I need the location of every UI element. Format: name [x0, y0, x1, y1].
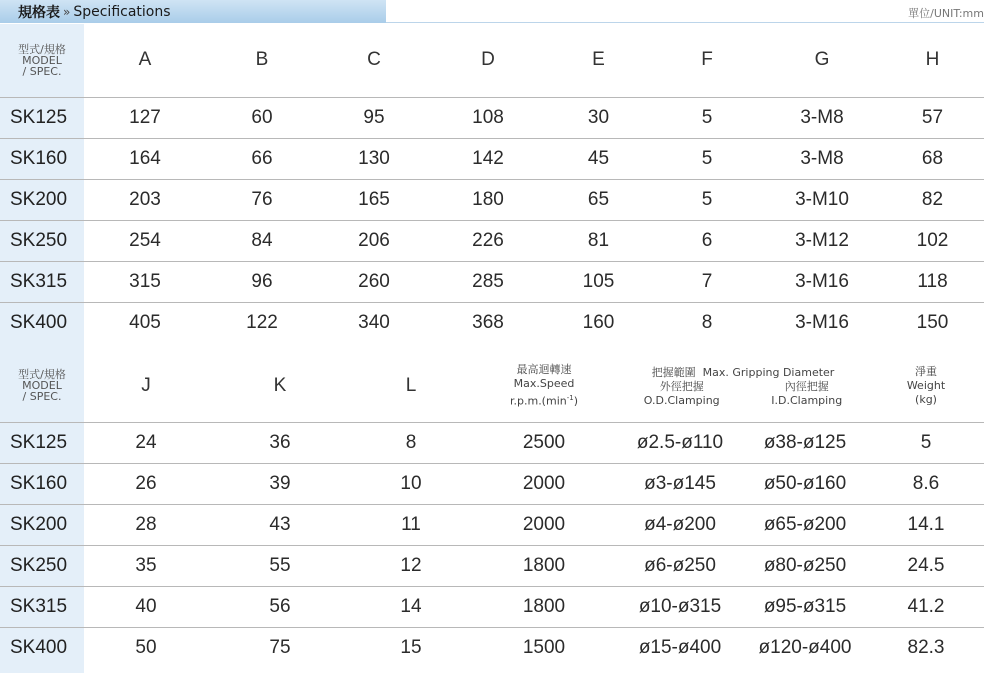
- title-en: Specifications: [73, 3, 171, 20]
- model-cell: SK250: [0, 220, 84, 261]
- value-cell: 5: [868, 422, 984, 463]
- unit-label: 單位/UNIT:mm: [908, 7, 984, 20]
- value-cell: 1800: [470, 586, 618, 627]
- column-header-d: D: [481, 49, 495, 71]
- value-cell: 3-M8: [763, 97, 881, 138]
- value-cell: 10: [352, 463, 470, 504]
- table-row: [0, 422, 984, 463]
- value-cell: 2000: [470, 504, 618, 545]
- table1-header-row: [0, 24, 984, 97]
- title-separator: »: [63, 4, 71, 19]
- column-header-k: K: [273, 374, 287, 396]
- model-header-en1: MODEL: [22, 53, 62, 67]
- title-tab: [0, 0, 386, 23]
- value-cell: 3-M16: [763, 261, 881, 302]
- spec-table-2: [0, 350, 984, 668]
- value-cell: 30: [546, 97, 651, 138]
- speed-header-zh: 最高迴轉速: [516, 362, 572, 376]
- id-clamping-header: 內徑把握 I.D.Clamping: [771, 379, 843, 407]
- weight-header-zh: 淨重: [915, 364, 937, 378]
- value-cell: 8.6: [868, 463, 984, 504]
- value-cell: 24.5: [868, 545, 984, 586]
- value-cell: 96: [206, 261, 318, 302]
- value-cell: 203: [84, 179, 206, 220]
- value-cell: 108: [430, 97, 546, 138]
- value-cell: 105: [546, 261, 651, 302]
- value-cell: 66: [206, 138, 318, 179]
- model-cell: SK200: [0, 179, 84, 220]
- value-cell: 127: [84, 97, 206, 138]
- column-header-c: C: [367, 49, 381, 71]
- value-cell: 75: [208, 627, 352, 668]
- model-cell: SK315: [0, 261, 84, 302]
- table1-body: [0, 97, 984, 343]
- value-cell: ø38-ø125: [742, 422, 868, 463]
- value-cell: 150: [881, 302, 984, 343]
- value-cell: ø65-ø200: [742, 504, 868, 545]
- table-row: [0, 586, 984, 627]
- model-header-cell: [0, 24, 84, 97]
- value-cell: 82: [881, 179, 984, 220]
- value-cell: 41.2: [868, 586, 984, 627]
- header-divider: [386, 22, 984, 23]
- value-cell: 36: [208, 422, 352, 463]
- value-cell: 254: [84, 220, 206, 261]
- value-cell: 56: [208, 586, 352, 627]
- value-cell: 2500: [470, 422, 618, 463]
- table2-body: [0, 422, 984, 668]
- column-header-f: F: [701, 49, 713, 71]
- column-header-weight: [868, 350, 984, 422]
- value-cell: 55: [208, 545, 352, 586]
- table-row: [0, 463, 984, 504]
- value-cell: ø95-ø315: [742, 586, 868, 627]
- value-cell: 39: [208, 463, 352, 504]
- value-cell: 50: [84, 627, 208, 668]
- value-cell: 3-M10: [763, 179, 881, 220]
- column-header-a: A: [138, 49, 152, 71]
- value-cell: 68: [881, 138, 984, 179]
- value-cell: 180: [430, 179, 546, 220]
- value-cell: 122: [206, 302, 318, 343]
- od-clamping-header: 外徑把握 O.D.Clamping: [643, 379, 720, 407]
- spec-table-1: [0, 24, 984, 343]
- value-cell: 24: [84, 422, 208, 463]
- table-row: [0, 627, 984, 668]
- value-cell: ø2.5-ø110: [618, 422, 742, 463]
- value-cell: 142: [430, 138, 546, 179]
- value-cell: 1500: [470, 627, 618, 668]
- value-cell: 26: [84, 463, 208, 504]
- column-header-e: E: [592, 49, 605, 71]
- value-cell: 3-M8: [763, 138, 881, 179]
- gripping-header-title: 把握範圍 Max. Gripping Diameter: [651, 365, 835, 379]
- column-header-l: L: [405, 374, 417, 396]
- speed-header-en: Max.Speed: [513, 376, 575, 390]
- value-cell: ø10-ø315: [618, 586, 742, 627]
- value-cell: 8: [352, 422, 470, 463]
- value-cell: ø6-ø250: [618, 545, 742, 586]
- model-header-en1: MODEL: [22, 379, 62, 393]
- model-header-en2: / SPEC.: [22, 64, 62, 78]
- title-zh: 規格表: [18, 4, 60, 21]
- model-cell: SK200: [0, 504, 84, 545]
- weight-header-unit: (kg): [915, 392, 937, 406]
- model-cell: SK125: [0, 422, 84, 463]
- model-header-zh: 型式/規格: [18, 42, 66, 56]
- value-cell: 2000: [470, 463, 618, 504]
- model-cell: SK250: [0, 545, 84, 586]
- value-cell: 3-M12: [763, 220, 881, 261]
- value-cell: 315: [84, 261, 206, 302]
- table-row: [0, 545, 984, 586]
- column-header-h: H: [925, 49, 940, 71]
- table-row: [0, 179, 984, 220]
- column-header-gripping: [618, 350, 868, 422]
- value-cell: 84: [206, 220, 318, 261]
- value-cell: 118: [881, 261, 984, 302]
- value-cell: 102: [881, 220, 984, 261]
- value-cell: 160: [546, 302, 651, 343]
- value-cell: 5: [651, 138, 763, 179]
- value-cell: 206: [318, 220, 430, 261]
- model-cell: SK125: [0, 97, 84, 138]
- value-cell: 285: [430, 261, 546, 302]
- value-cell: 43: [208, 504, 352, 545]
- table-row: [0, 504, 984, 545]
- value-cell: 3-M16: [763, 302, 881, 343]
- model-cell: SK160: [0, 463, 84, 504]
- value-cell: 340: [318, 302, 430, 343]
- header-bar: [0, 0, 984, 24]
- value-cell: 60: [206, 97, 318, 138]
- value-cell: 226: [430, 220, 546, 261]
- model-cell: SK400: [0, 627, 84, 668]
- table-row: [0, 97, 984, 138]
- value-cell: 82.3: [868, 627, 984, 668]
- model-cell: SK315: [0, 586, 84, 627]
- value-cell: 7: [651, 261, 763, 302]
- speed-header-unit: $r.p.m.(\min^{-1})$: [509, 393, 579, 408]
- value-cell: 368: [430, 302, 546, 343]
- model-cell: SK400: [0, 302, 84, 343]
- value-cell: 12: [352, 545, 470, 586]
- column-header-speed: [470, 350, 618, 422]
- weight-header-en: Weight: [906, 378, 946, 392]
- value-cell: 11: [352, 504, 470, 545]
- value-cell: 95: [318, 97, 430, 138]
- model-header-cell-2: [0, 350, 84, 422]
- value-cell: 6: [651, 220, 763, 261]
- column-header-j: J: [141, 374, 151, 396]
- gripping-subheaders: [618, 380, 868, 408]
- value-cell: ø50-ø160: [742, 463, 868, 504]
- table-row: [0, 138, 984, 179]
- value-cell: ø4-ø200: [618, 504, 742, 545]
- value-cell: 8: [651, 302, 763, 343]
- value-cell: 40: [84, 586, 208, 627]
- value-cell: 1800: [470, 545, 618, 586]
- value-cell: 164: [84, 138, 206, 179]
- value-cell: ø3-ø145: [618, 463, 742, 504]
- value-cell: 130: [318, 138, 430, 179]
- value-cell: 14: [352, 586, 470, 627]
- model-header-zh: 型式/規格: [18, 368, 66, 382]
- value-cell: 405: [84, 302, 206, 343]
- table2-header-row: [0, 350, 984, 422]
- column-header-b: B: [255, 49, 269, 71]
- model-header-en2: / SPEC.: [22, 390, 62, 404]
- model-cell: SK160: [0, 138, 84, 179]
- table-row: [0, 220, 984, 261]
- value-cell: 15: [352, 627, 470, 668]
- value-cell: ø80-ø250: [742, 545, 868, 586]
- column-header-g: G: [814, 49, 830, 71]
- value-cell: 45: [546, 138, 651, 179]
- value-cell: 35: [84, 545, 208, 586]
- value-cell: 14.1: [868, 504, 984, 545]
- value-cell: 260: [318, 261, 430, 302]
- value-cell: 57: [881, 97, 984, 138]
- value-cell: 5: [651, 179, 763, 220]
- value-cell: 5: [651, 97, 763, 138]
- value-cell: 65: [546, 179, 651, 220]
- value-cell: 76: [206, 179, 318, 220]
- value-cell: 81: [546, 220, 651, 261]
- value-cell: ø120-ø400: [742, 627, 868, 668]
- value-cell: ø15-ø400: [618, 627, 742, 668]
- table-row: [0, 302, 984, 343]
- table-row: [0, 261, 984, 302]
- value-cell: 165: [318, 179, 430, 220]
- value-cell: 28: [84, 504, 208, 545]
